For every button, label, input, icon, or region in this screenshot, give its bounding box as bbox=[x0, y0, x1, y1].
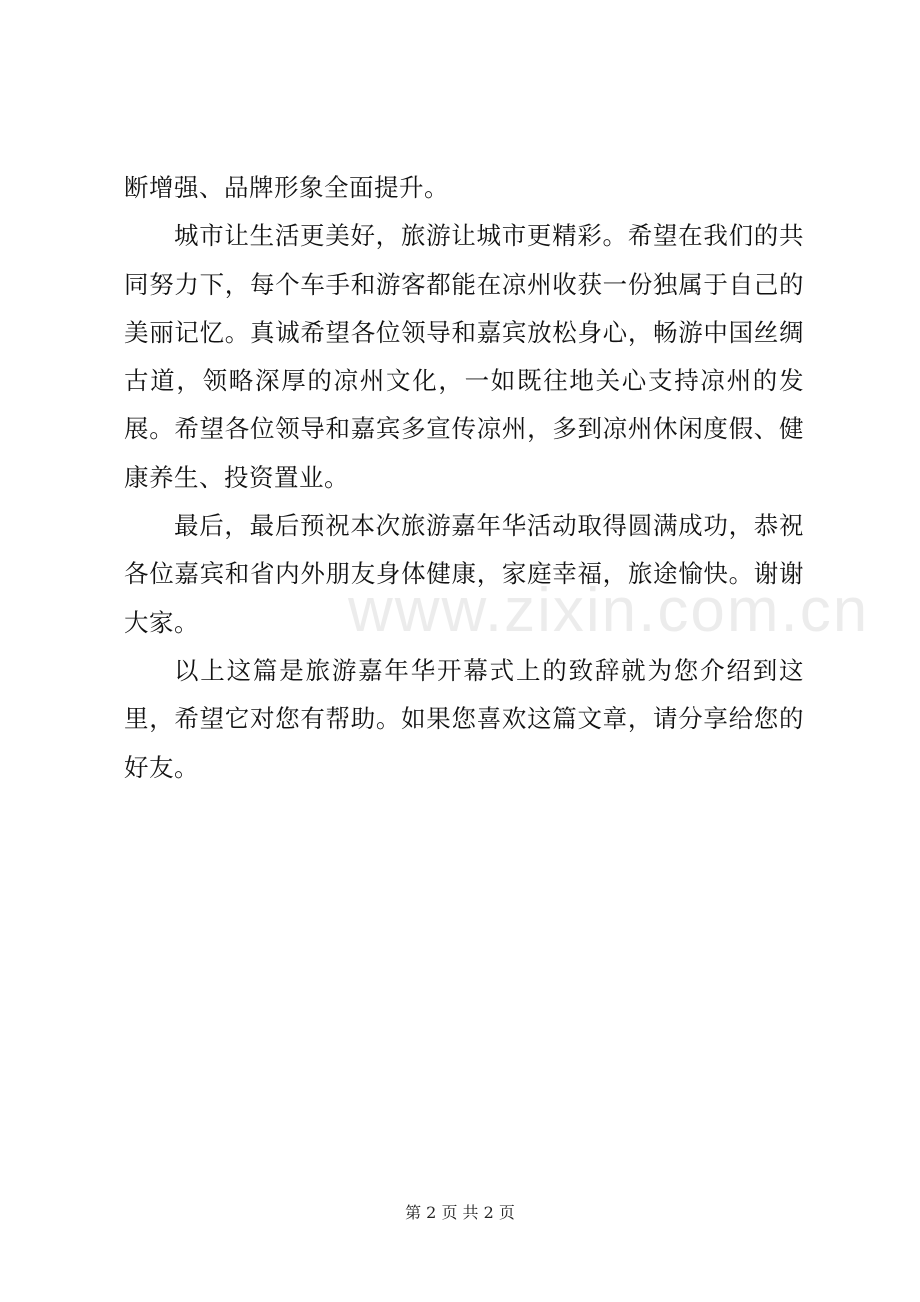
page-number-footer: 第 2 页 共 2 页 bbox=[405, 1203, 515, 1222]
paragraph-continuation: 断增强、品牌形象全面提升。 bbox=[124, 173, 449, 202]
watermark-logo: www.zixin.com.cn bbox=[348, 576, 870, 645]
paragraph-city-tourism: 城市让生活更美好，旅游让城市更精彩。希望在我们的共同努力下，每个车手和游客都能在凉州收获一份独属于自己的美丽记忆。真诚希望各位领导和嘉宾放松身心，畅游中国丝绸古道，领略深厚的凉州文化，一如既往地关心支持凉州的发展。希望各位领导和嘉宾多宣传凉州，多到凉州休闲度假、健康养生、投资置业。 bbox=[124, 221, 804, 492]
paragraph-summary-note: 以上这篇是旅游嘉年华开幕式上的致辞就为您介绍到这里，希望它对您有帮助。如果您喜欢这篇文章，请分享给您的好友。 bbox=[124, 655, 804, 782]
paragraph-closing-wishes: 最后，最后预祝本次旅游嘉年华活动取得圆满成功，恭祝各位嘉宾和省内外朋友身体健康，家庭幸福，旅途愉快。谢谢大家。 bbox=[124, 511, 804, 637]
document-body bbox=[124, 164, 804, 792]
